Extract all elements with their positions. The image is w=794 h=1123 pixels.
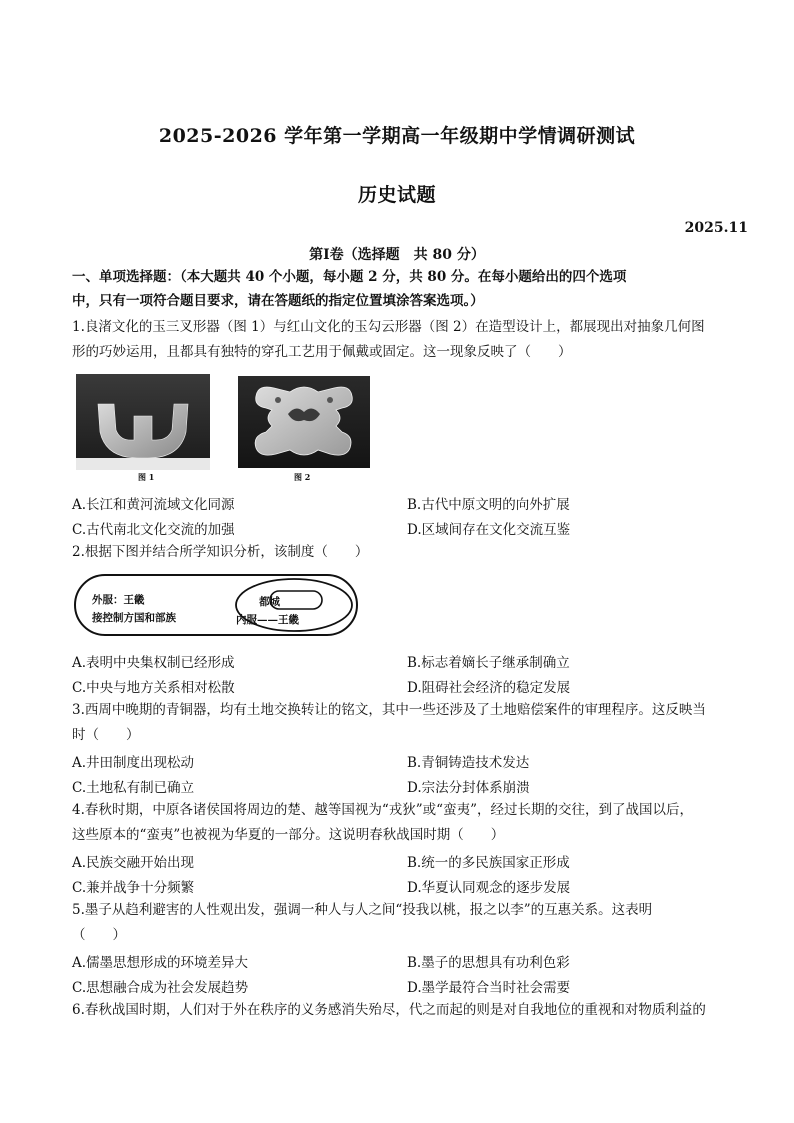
q4-option-b: B.统一的多民族国家正形成 <box>407 855 570 871</box>
figure-2-jade-cloud-hook-image <box>238 376 370 468</box>
q2-diagram-inner: 内服——王畿 <box>236 614 299 626</box>
subject-title: 历史试题 <box>357 184 436 206</box>
figure-1-jade-trident-image <box>76 374 210 470</box>
q3-option-b: B.青铜铸造技术发达 <box>407 755 530 771</box>
q5-option-a: A.儒墨思想形成的环境差异大 <box>72 955 249 971</box>
q5-option-c: C.思想融合成为社会发展趋势 <box>72 980 249 996</box>
exam-title: 2025-2026 学年第一学期高一年级期中学情调研测试 <box>158 125 636 147</box>
q1-option-c: C.古代南北文化交流的加强 <box>72 522 235 538</box>
question-3-line-1: 3.西周中晚期的青铜器，均有土地交换转让的铭文，其中一些还涉及了土地赔偿案件的审理程序。这反映当 <box>72 702 706 718</box>
q4-option-c: C.兼并战争十分频繁 <box>72 880 195 896</box>
question-2-line-1: 2.根据下图并结合所学知识分析，该制度（ ） <box>72 544 369 560</box>
question-5-line-2: （ ） <box>72 927 126 943</box>
q2-option-d: D.阻碍社会经济的稳定发展 <box>407 680 571 696</box>
figure-2-caption: 图 2 <box>294 472 311 482</box>
q4-option-a: A.民族交融开始出现 <box>72 855 195 871</box>
q5-option-d: D.墨学最符合当时社会需要 <box>407 980 571 996</box>
q1-option-b: B.古代中原文明的向外扩展 <box>407 497 570 513</box>
question-4-line-2: 这些原本的“蛮夷”也被视为华夏的一部分。这说明春秋战国时期（ ） <box>72 827 505 843</box>
question-3-line-2: 时（ ） <box>72 727 140 743</box>
exam-date: 2025.11 <box>684 220 748 236</box>
section-heading: 第Ⅰ卷（选择题 共 80 分） <box>309 247 485 263</box>
q2-option-c: C.中央与地方关系相对松散 <box>72 680 235 696</box>
q5-option-b: B.墨子的思想具有功利色彩 <box>407 955 570 971</box>
instructions-line-1: 一、单项选择题：（本大题共 40 个小题，每小题 2 分，共 80 分。在每小题给出的四个选项 <box>72 269 627 285</box>
question-6-line-1: 6.春秋战国时期，人们对于外在秩序的义务感消失殆尽，代之而起的则是对自我地位的重视和对物质利益的 <box>72 1002 706 1018</box>
question-1-line-2: 形的巧妙运用，且都具有独特的穿孔工艺用于佩戴或固定。这一现象反映了（ ） <box>72 344 572 360</box>
q3-option-a: A.井田制度出现松动 <box>72 755 195 771</box>
q2-diagram-outer-line1: 外服：王畿 <box>92 594 145 606</box>
q1-option-a: A.长江和黄河流域文化同源 <box>72 497 235 513</box>
q2-diagram-capital: 都城 <box>259 596 280 608</box>
q2-option-b: B.标志着嫡长子继承制确立 <box>407 655 570 671</box>
q2-option-a: A.表明中央集权制已经形成 <box>72 655 235 671</box>
q4-option-d: D.华夏认同观念的逐步发展 <box>407 880 571 896</box>
instructions-line-2: 中，只有一项符合题目要求，请在答题纸的指定位置填涂答案选项。） <box>72 293 484 309</box>
q3-option-c: C.土地私有制已确立 <box>72 780 195 796</box>
question-1-line-1: 1.良渚文化的玉三叉形器（图 1）与红山文化的玉勾云形器（图 2）在造型设计上，都展现出对抽象几何图 <box>72 319 705 335</box>
figure-1-caption: 图 1 <box>138 472 155 482</box>
q1-option-d: D.区域间存在文化交流互鉴 <box>407 522 571 538</box>
q3-option-d: D.宗法分封体系崩溃 <box>407 780 530 796</box>
question-5-line-1: 5.墨子从趋利避害的人性观出发，强调一种人与人之间“投我以桃，报之以李”的互惠关系。这表明 <box>72 902 653 918</box>
q2-diagram-outer-line2: 接控制方国和部族 <box>92 612 176 624</box>
question-4-line-1: 4.春秋时期，中原各诸侯国将周边的楚、越等国视为“戎狄”或“蛮夷”，经过长期的交往，到了战国以后， <box>72 802 693 818</box>
